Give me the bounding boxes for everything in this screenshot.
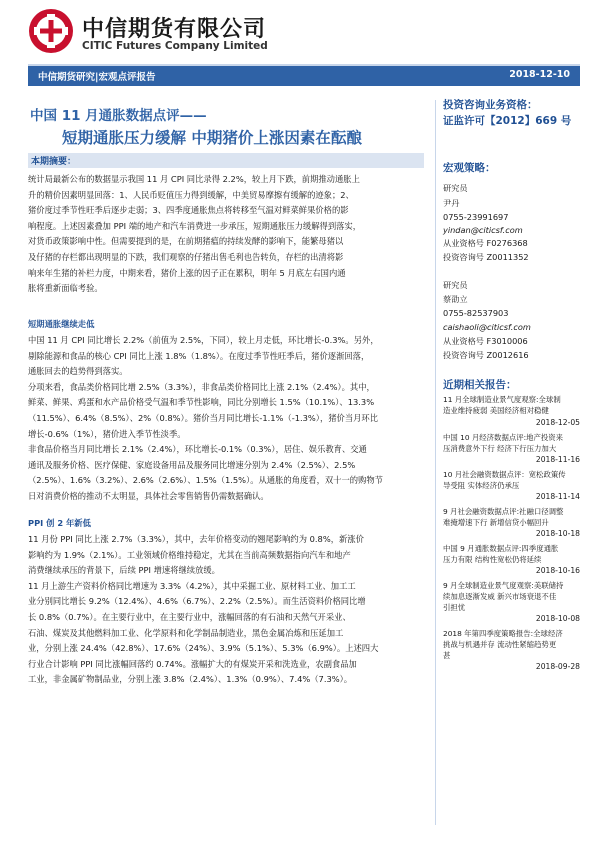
section-heading-inflation: 短期通胀继续走低 bbox=[28, 319, 95, 329]
body-line: 业分别同比增长 9.2%（12.4%）、4.6%（6.7%）、2.2%（2.5%）。而生活资料价格同比增 bbox=[28, 596, 366, 607]
strategy-heading: 宏观策略： bbox=[443, 162, 496, 174]
summary-line: 对货币政策影响中性。但需要提到的是，在前期猪瘟的持续发酵的影响下，能繁母猪以 bbox=[28, 236, 344, 247]
body-line: 通讯及服务价格、医疗保健、家庭设备用品及服务同比增速分别为 2.4%（2.5%）、2.5% bbox=[28, 459, 356, 470]
body-line: 通胀回去的趋势得到落实。 bbox=[28, 366, 128, 377]
analyst2-name: 蔡劭立 bbox=[443, 294, 468, 304]
body-line: 剔除能源和食品的核心 CPI 同比上涨 1.8%（1.8%）。在度过季节性旺季后，猪价逐渐回落， bbox=[28, 350, 370, 361]
summary-line: 及仔猪的存栏都出现明显的下跌，我们观察的仔猪出售毛利也告转负，存栏的出清将影 bbox=[28, 251, 344, 262]
body-line: 日对消费价格的推动不太明显，具体社会零售销售仍需数据确认。 bbox=[28, 490, 269, 501]
related-report-title: 11 月全球制造业景气度观察:全球制 bbox=[443, 395, 561, 404]
related-report-title: 中国 10 月经济数据点评:地产投资来 bbox=[443, 433, 564, 442]
related-report-title: 续加息逐渐发威 新兴市场衰退不佳 bbox=[443, 592, 557, 601]
related-report-date: 2018-12-05 bbox=[535, 418, 580, 427]
section-paragraph-ppi bbox=[28, 532, 424, 688]
analyst1-name: 尹丹 bbox=[443, 198, 460, 208]
related-report-date: 2018-11-14 bbox=[535, 492, 580, 501]
related-report-title: 导受阻 实体经济仍承压 bbox=[443, 481, 520, 490]
related-report-item[interactable] bbox=[443, 543, 583, 565]
body-line: 11 月份 PPI 同比上涨 2.7%（3.3%），其中，去年价格变动的翘尾影响约为 0.8%，新涨价 bbox=[28, 534, 364, 544]
related-report-item[interactable] bbox=[443, 432, 583, 454]
body-line: 石油、煤炭及其他燃料加工业、化学原料和化学制品制造业，黑色金属冶炼和压延加工 bbox=[28, 627, 344, 638]
related-report-title: 造业维持疲弱 美国经济相对稳健 bbox=[443, 406, 549, 415]
report-date: 2018-12-10 bbox=[509, 69, 570, 80]
analyst1-phone: 0755-23991697 bbox=[443, 212, 509, 222]
analyst1-email[interactable]: yindan@citicsf.com bbox=[443, 225, 523, 235]
related-report-item[interactable] bbox=[443, 580, 583, 613]
section-paragraph-inflation bbox=[28, 333, 424, 505]
body-line: 长 0.8%（0.7%）。在主要行业中，在主要行业中，涨幅回落的有石油和天然气开采业、 bbox=[28, 611, 351, 622]
body-line: （2.5%）、1.6%（3.2%）、2.6%（2.6%）、1.5%（1.5%）。从通胀的角度看，双十一的购物节 bbox=[28, 475, 383, 486]
related-report-title: 压消费意外下行 经济下行压力加大 bbox=[443, 444, 557, 453]
body-line: 非食品价格当月同比增长 2.1%（2.4%），环比增长-0.1%（0.3%），居住、娱乐教育、交通 bbox=[28, 444, 367, 455]
related-report-title: 挑战与机遇并存 流动性紧缩趋势更 bbox=[443, 640, 557, 649]
related-report-date: 2018-10-08 bbox=[535, 614, 580, 623]
citic-logo-icon bbox=[28, 8, 74, 54]
body-line: 分项来看，食品类价格同比增 2.5%（3.3%），非食品类价格同比上涨 2.1%（2.4%）。其中， bbox=[28, 381, 375, 392]
report-title-line1: 中国 11 月通胀数据点评—— bbox=[30, 108, 207, 124]
summary-line: 猪价度过季节性旺季后逐步走弱；3、四季度通胀焦点将转移至气温对鲜菜鲜果价格的影 bbox=[28, 205, 349, 216]
report-category-bar bbox=[28, 64, 580, 86]
related-report-title: 甚 bbox=[443, 651, 451, 660]
body-line: 鲜菜、鲜果、鸡蛋和水产品价格受气温和季节性影响，同比分别增长 1.5%（10.1%）、13.3% bbox=[28, 397, 375, 408]
analyst2-phone: 0755-82537903 bbox=[443, 308, 509, 318]
related-report-title: 2018 年第四季度策略报告:全球经济 bbox=[443, 629, 563, 638]
related-report-date: 2018-11-16 bbox=[535, 455, 580, 464]
company-name-cn: 中信期货有限公司 bbox=[82, 17, 267, 42]
related-report-date: 2018-10-18 bbox=[535, 529, 580, 538]
body-line: 消费继续承压的背景下，后续 PPI 增速将继续放缓。 bbox=[28, 565, 220, 576]
report-category: 中信期货研究|宏观点评报告 bbox=[38, 72, 156, 83]
related-report-title: 引担忧 bbox=[443, 603, 466, 612]
summary-paragraph bbox=[28, 172, 424, 297]
summary-line: 升的精价因素明显回落：1、人民币贬值压力得到缓解，中美贸易摩擦有缓解的迹象；2、 bbox=[28, 189, 354, 200]
summary-line: 胀将重新面临考验。 bbox=[28, 283, 103, 294]
summary-line: 统计局最新公布的数据显示我国 11 月 CPI 同比录得 2.2%，较上月下跌，前期推动通胀上 bbox=[28, 174, 360, 184]
body-line: 工业，非金属矿物制品业，分别上涨 3.8%（2.4%）、1.3%（0.9%）、7.4%（7.3%）。 bbox=[28, 674, 353, 685]
related-report-title: 难掩增速下行 新增信贷小幅回升 bbox=[443, 518, 549, 527]
related-report-title: 中国 9 月通胀数据点评:四季度通胀 bbox=[443, 544, 559, 553]
analyst2-cert: 从业资格号 F3010006 bbox=[443, 336, 528, 346]
license-qualification: 投资咨询业务资格： bbox=[443, 99, 538, 111]
body-line: 业，分别上涨 24.4%（42.8%）、17.6%（24%）、3.9%（5.1%）、5.3%（6.9%）。上述四大 bbox=[28, 643, 379, 654]
related-report-item[interactable] bbox=[443, 628, 583, 661]
body-line: 中国 11 月 CPI 同比增长 2.2%（前值为 2.5%，下同），较上月走低，环比增长-0.3%。另外， bbox=[28, 335, 379, 345]
body-line: 增长-0.6%（1%），猪价进入季节性淡季。 bbox=[28, 428, 186, 439]
related-report-date: 2018-09-28 bbox=[535, 662, 580, 671]
summary-line: 响程度。上述因素叠加 PPI 端的地产和汽车消费进一步承压，短期通胀压力缓解得到落实， bbox=[28, 220, 362, 231]
body-line: 影响约为 1.9%（2.1%）。工业领域价格维持稳定，尤其在当前高频数据指向汽车和地产 bbox=[28, 549, 351, 560]
related-report-date: 2018-10-16 bbox=[535, 566, 580, 575]
related-report-title: 10 月社会融资数据点评：宽松政策传 bbox=[443, 470, 566, 479]
analyst2-role: 研究员 bbox=[443, 280, 468, 290]
license-number: 证监许可【2012】669 号 bbox=[443, 115, 572, 127]
body-line: 行业合计影响 PPI 同比涨幅回落约 0.74%。涨幅扩大的有煤炭开采和洗选业，农副食品加 bbox=[28, 658, 357, 669]
related-report-item[interactable] bbox=[443, 506, 583, 528]
body-line: 11 月上游生产资料价格同比增速为 3.3%（4.2%），其中采掘工业、原材料工业、加工工 bbox=[28, 580, 356, 591]
section-heading-ppi: PPI 创 2 年新低 bbox=[28, 518, 91, 528]
summary-line: 响来年生猪的补栏力度，中期来看，猪价上涨的因子正在累积，明年 5 月底左右国内通 bbox=[28, 267, 346, 278]
analyst1-advisory-cert: 投资咨询号 Z0011352 bbox=[443, 252, 529, 262]
analyst2-advisory-cert: 投资咨询号 Z0012616 bbox=[443, 350, 529, 360]
body-line: （11.5%）、6.4%（8.5%）、2%（0.8%）。猪价当月同比增长-1.1%（-1.3%），猪价当月环比 bbox=[28, 412, 379, 423]
related-report-title: 压力有限 结构性宽松仍将延续 bbox=[443, 555, 542, 564]
analyst2-email[interactable]: caishaoli@citicsf.com bbox=[443, 322, 531, 332]
summary-heading-bar bbox=[28, 153, 424, 168]
related-report-item[interactable] bbox=[443, 394, 583, 416]
sidebar-divider bbox=[435, 100, 436, 825]
company-name-en: CITIC Futures Company Limited bbox=[82, 40, 268, 52]
summary-heading: 本期摘要： bbox=[31, 157, 77, 167]
related-reports-heading: 近期相关报告： bbox=[443, 379, 517, 391]
related-report-title: 9 月社会融资数据点评:社融口径调整 bbox=[443, 507, 564, 516]
related-report-title: 9 月全球制造业景气度观察:美联储持 bbox=[443, 581, 564, 590]
report-title-line2: 短期通胀压力缓解 中期猪价上涨因素在酝酿 bbox=[62, 129, 362, 147]
related-report-item[interactable] bbox=[443, 469, 583, 491]
analyst1-cert: 从业资格号 F0276368 bbox=[443, 238, 528, 248]
analyst1-role: 研究员 bbox=[443, 183, 468, 193]
